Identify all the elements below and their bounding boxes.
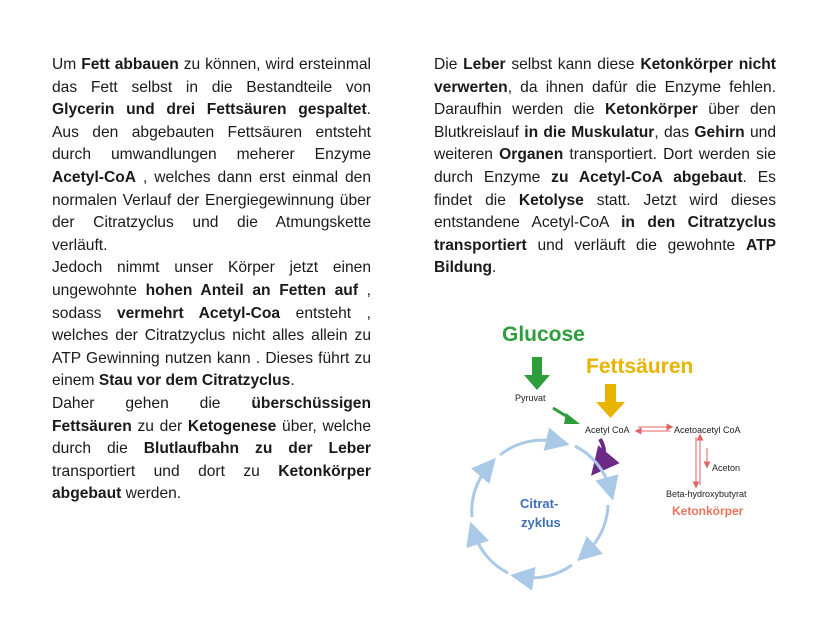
glucose-label: Glucose <box>502 323 585 346</box>
paragraph <box>52 54 371 257</box>
text-run: statt. Jetzt wird dieses entstandene Acetyl-CoA <box>434 191 777 232</box>
zyklus-label: zyklus <box>521 515 561 530</box>
green-small-arrow-icon <box>553 408 580 424</box>
bold-text: Leber <box>463 56 506 73</box>
acetyl-coa-label: Acetyl CoA <box>585 425 630 435</box>
bold-text: zu Acetyl-CoA abgebaut <box>551 168 743 186</box>
text-run: Um <box>52 56 82 73</box>
paragraph <box>52 393 371 506</box>
acetoacetyl-coa-label: Acetoacetyl CoA <box>674 425 741 435</box>
red-double-arrow-icon <box>638 427 670 431</box>
text-run: . <box>492 259 497 277</box>
yellow-arrow-icon <box>596 384 625 418</box>
citrat-label: Citrat- <box>520 496 559 511</box>
pyruvat-label: Pyruvat <box>515 393 546 403</box>
text-run: über, welche durch die <box>52 417 371 458</box>
text-run: , da ihnen dafür die Enzyme fehlen. Daraufhin werden die <box>434 78 776 119</box>
text-run: über den Blutkreislauf <box>434 101 776 141</box>
text-run: werden. <box>121 485 182 503</box>
text-run: Die <box>434 56 464 73</box>
fettsaeuren-label: Fettsäuren <box>586 355 694 378</box>
text-run: , welches dann erst einmal den normalen Verlauf der Energiegewinnung über der Citratzyclus und die Atmungskette verläuft. <box>52 168 371 254</box>
bold-text: Ketogenese <box>187 417 277 435</box>
red-down-arrows-icon <box>696 437 707 485</box>
text-run: transportiert. Dort werden sie durch Enzyme <box>434 146 776 186</box>
bold-text: Ketonkörper abgebaut <box>52 462 371 503</box>
text-run: , das <box>654 123 695 141</box>
text-run: . Aus den abgebauten Fettsäuren entsteht durch umwandlungen meherer Enzyme <box>52 101 371 164</box>
bold-text: ATP Bildung <box>434 236 776 277</box>
bold-text: Glycerin und drei Fettsäuren gespaltet <box>52 101 367 119</box>
bold-text: Fett abbauen <box>81 56 179 73</box>
beta-hydroxybutyrat-label: Beta-hydroxybutyrat <box>666 489 747 499</box>
left-text-column <box>52 54 371 506</box>
paragraph <box>434 54 776 280</box>
text-run: transportiert und dort zu <box>52 462 279 480</box>
text-run: zu können, wird ersteinmal das Fett selbst in die Bestandteile von <box>52 56 371 96</box>
text-run: , sodass <box>52 281 371 322</box>
right-text-column <box>434 54 776 280</box>
text-run: . <box>290 372 295 390</box>
bold-text: Acetyl-CoA <box>52 168 137 186</box>
bold-text: hohen Anteil an Fetten auf <box>145 281 359 299</box>
bold-text: überschüssigen Fettsäuren <box>52 394 371 435</box>
bold-text: in den Citratzyclus transportiert <box>434 214 777 254</box>
aceton-label: Aceton <box>712 463 741 473</box>
bold-text: Gehirn <box>694 123 745 141</box>
bold-text: in die Muskulatur <box>524 123 655 141</box>
text-run: und weiteren <box>434 123 776 164</box>
bold-text: Blutlaufbahn zu der Leber <box>143 440 372 458</box>
bold-text: Stau vor dem Citratzyclus <box>98 372 291 390</box>
text-run: Daher gehen die <box>52 394 252 412</box>
bold-text: Ketolyse <box>518 191 584 209</box>
text-run: . Es findet die <box>434 168 776 209</box>
text-run: Jedoch nimmt unser Körper jetzt einen ungewohnte <box>52 259 371 299</box>
green-arrow-icon <box>524 357 550 390</box>
bold-text: Organen <box>499 146 564 164</box>
bold-text: Ketonkörper <box>605 101 698 119</box>
text-run: selbst kann diese <box>505 56 641 73</box>
text-run: zu der <box>131 417 188 435</box>
ketogenesis-diagram <box>460 315 800 605</box>
bold-text: Ketonkörper nicht verwerten <box>434 56 776 96</box>
paragraph <box>52 257 371 393</box>
text-run: und verläuft die gewohnte <box>526 236 746 254</box>
purple-arrow-icon <box>600 439 604 465</box>
ketonkoerper-label: Ketonkörper <box>672 504 744 518</box>
bold-text: vermehrt Acetyl-Coa <box>116 304 281 322</box>
text-run: entsteht , welches der Citratzyclus nicht alles allein zu ATP Gewinning nutzen kann . Dieses führt zu einem <box>52 304 371 390</box>
